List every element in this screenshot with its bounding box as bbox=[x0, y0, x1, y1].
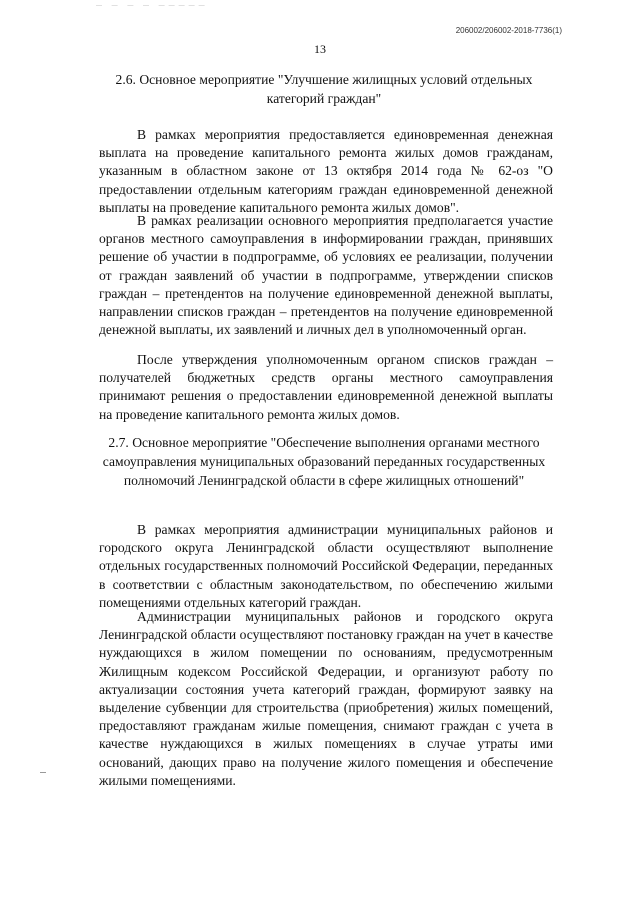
scan-artifact: — — — — ————— bbox=[96, 3, 209, 9]
section-heading-2-7: 2.7. Основное мероприятие "Обеспечение выполнения органами местного самоуправления муниципальных образований переданных государственных полномочий Ленинградской области в сфере жилищных отношений" bbox=[102, 435, 546, 488]
paragraph-2-6-3: После утверждения уполномоченным органом списков граждан – получателей бюджетных средств органы местного самоуправления принимают решения о предоставлении единовременной денежной выплаты на проведение капитального ремонта жилых домов. bbox=[99, 352, 553, 422]
page-number: 13 bbox=[314, 42, 326, 56]
margin-mark bbox=[40, 772, 46, 773]
section-heading-2-6: 2.6. Основное мероприятие "Улучшение жилищных условий отдельных категорий граждан" bbox=[115, 72, 533, 106]
paragraph-2-6-1: В рамках мероприятия предоставляется единовременная денежная выплата на проведение капитального ремонта жилых домов гражданам, указанным в областном законе от 13 октября 2014 года № 62-оз "О предоставлении отдельным категориям граждан единовременной денежной выплаты на проведение капитального ремонта жилых домов". bbox=[99, 127, 553, 215]
paragraph-2-6-2: В рамках реализации основного мероприятия предполагается участие органов местного самоуправления в информировании граждан, принявших решение об участии в подпрограмме, об условиях ее реализации, получении от граждан заявлений об участии в подпрограмме, утверждении списков граждан – претендентов на получение единовременной денежной выплаты, направлении списков граждан – претендентов на получение единовременной денежной выплаты, их заявлений и личных дел в уполномоченный орган. bbox=[99, 213, 553, 338]
paragraph-2-7-1: В рамках мероприятия администрации муниципальных районов и городского округа Ленинградской области осуществляют выполнение отдельных государственных полномочий Российской Федерации, переданных в соответствии с областным законодательством, по обеспечению жилыми помещениями отдельных категорий граждан. bbox=[99, 522, 553, 610]
paragraph-2-7-2: Администрации муниципальных районов и городского округа Ленинградской области осуществляют постановку граждан на учет в качестве нуждающихся в жилом помещении по основаниям, предусмотренным Жилищным кодексом Российской Федерации, и организуют работу по актуализации состояния учета категорий граждан, формируют заявку на выделение субвенции для строительства (приобретения) жилых помещений, предоставляют гражданам жилые помещения, снимают граждан с учета в качестве нуждающихся в жилых помещениях в случае утраты ими оснований, дающих право на получение жилого помещения и обеспечение жилыми помещениями. bbox=[99, 609, 553, 788]
document-id: 206002/206002-2018-7736(1) bbox=[455, 26, 562, 35]
